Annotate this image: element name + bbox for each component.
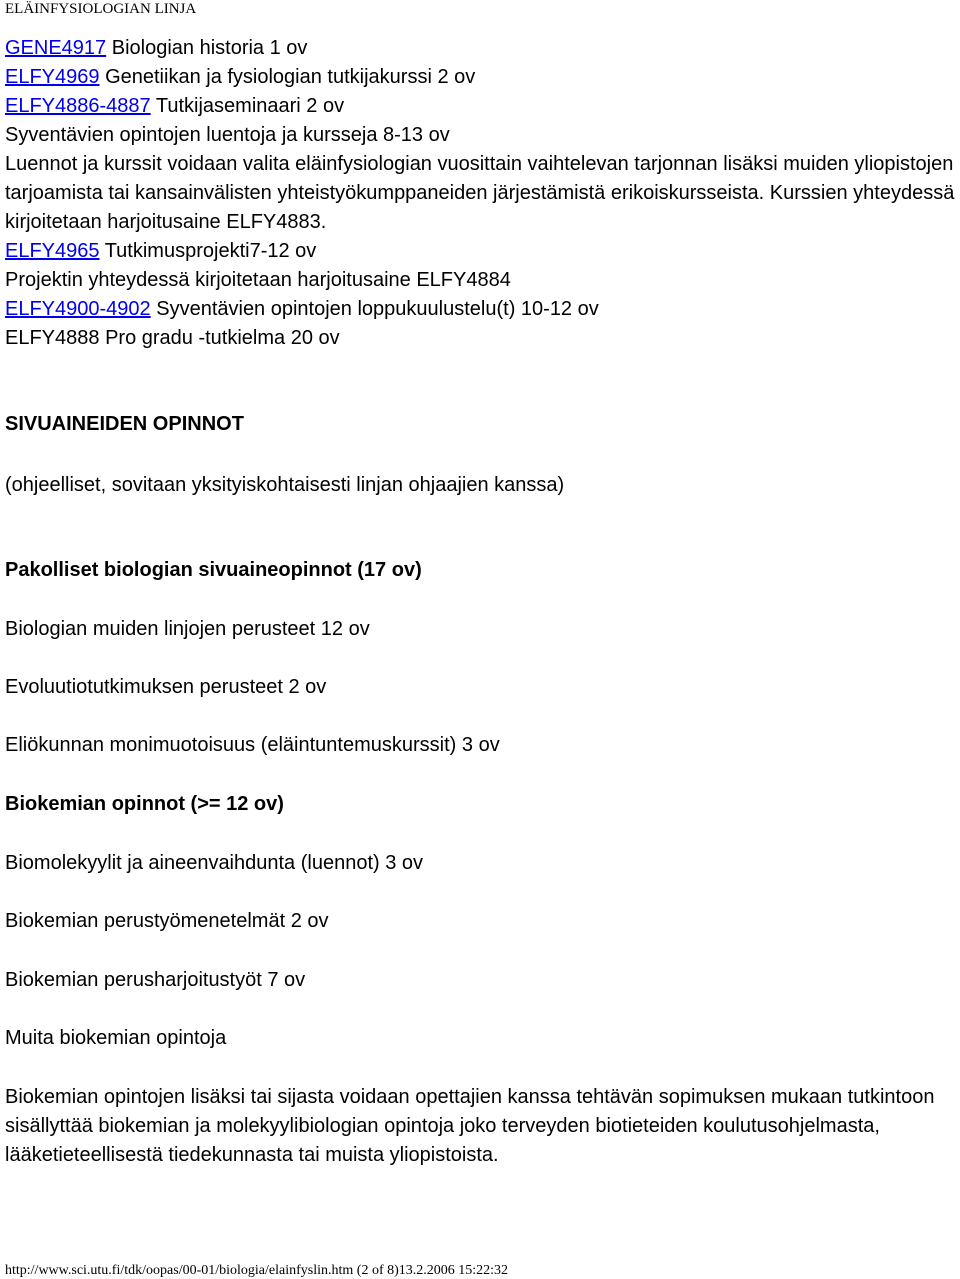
mandatory-heading: Pakolliset biologian sivuaineopinnot (17 ov) (5, 559, 422, 581)
course-title: Genetiikan ja fysiologian tutkijakurssi 2 ov (99, 66, 476, 88)
biochem-heading: Biokemian opinnot (>= 12 ov) (5, 793, 284, 815)
page-footer-url: http://www.sci.utu.fi/tdk/oopas/00-01/biologia/elainfyslin.htm (2 of 8)13.2.2006 15:22:32 (5, 1263, 509, 1278)
lectures-heading: Syventävien opintojen luentoja ja kursseja 8-13 ov (5, 124, 450, 146)
mandatory-item: Evoluutiotutkimuksen perusteet 2 ov (5, 676, 327, 698)
minor-studies-heading: SIVUAINEIDEN OPINNOT (5, 413, 244, 435)
course-row (5, 63, 960, 92)
thesis-line: ELFY4888 Pro gradu -tutkielma 20 ov (5, 327, 340, 349)
course-row (5, 295, 960, 324)
page-header: ELÄINFYSIOLOGIAN LINJA (5, 1, 197, 17)
lectures-description: Luennot ja kurssit voidaan valita eläinfysiologian vuosittain vaihtelevan tarjonnan lisäksi muiden yliopistojen tarjoamista tai kansainvälisten yhteistyökumppaneiden järjestämistä erikoiskursseista. Kurssien yhteydessä kirjoitetaan harjoitusaine ELFY4883. (5, 153, 955, 233)
course-link-elfy4969[interactable]: ELFY4969 (5, 66, 100, 88)
course-row (5, 92, 960, 121)
course-row (5, 237, 960, 266)
minor-studies-note: (ohjeelliset, sovitaan yksityiskohtaisesti linjan ohjaajien kanssa) (5, 474, 565, 496)
biochem-item: Biomolekyylit ja aineenvaihdunta (luennot) 3 ov (5, 852, 424, 874)
biochem-item: Biokemian perusharjoitustyöt 7 ov (5, 969, 306, 991)
course-title: Tutkijaseminaari 2 ov (150, 95, 345, 117)
project-note: Projektin yhteydessä kirjoitetaan harjoitusaine ELFY4884 (5, 269, 511, 291)
course-link-elfy4965[interactable]: ELFY4965 (5, 240, 100, 262)
course-title: Biologian historia 1 ov (106, 37, 308, 59)
course-row (5, 34, 960, 63)
biochem-item: Biokemian perustyömenetelmät 2 ov (5, 910, 329, 932)
course-link-elfy4886-4887[interactable]: ELFY4886-4887 (5, 95, 151, 117)
biochem-note: Biokemian opintojen lisäksi tai sijasta voidaan opettajien kanssa tehtävän sopimuksen mukaan tutkintoon sisällyttää biokemian ja molekyylibiologian opintoja joko terveyden biotieteiden koulutusohjelmasta, lääketieteellisestä tiedekunnasta tai muista yliopistoista. (5, 1086, 935, 1166)
course-title: Syventävien opintojen loppukuulustelu(t) 10-12 ov (150, 298, 599, 320)
course-list (5, 34, 960, 353)
mandatory-item: Biologian muiden linjojen perusteet 12 ov (5, 618, 370, 640)
biochem-item: Muita biokemian opintoja (5, 1027, 227, 1049)
mandatory-item: Eliökunnan monimuotoisuus (eläintuntemuskurssit) 3 ov (5, 734, 500, 756)
course-title: Tutkimusprojekti7-12 ov (99, 240, 317, 262)
course-link-elfy4900-4902[interactable]: ELFY4900-4902 (5, 298, 151, 320)
course-link-gene4917[interactable]: GENE4917 (5, 37, 107, 59)
